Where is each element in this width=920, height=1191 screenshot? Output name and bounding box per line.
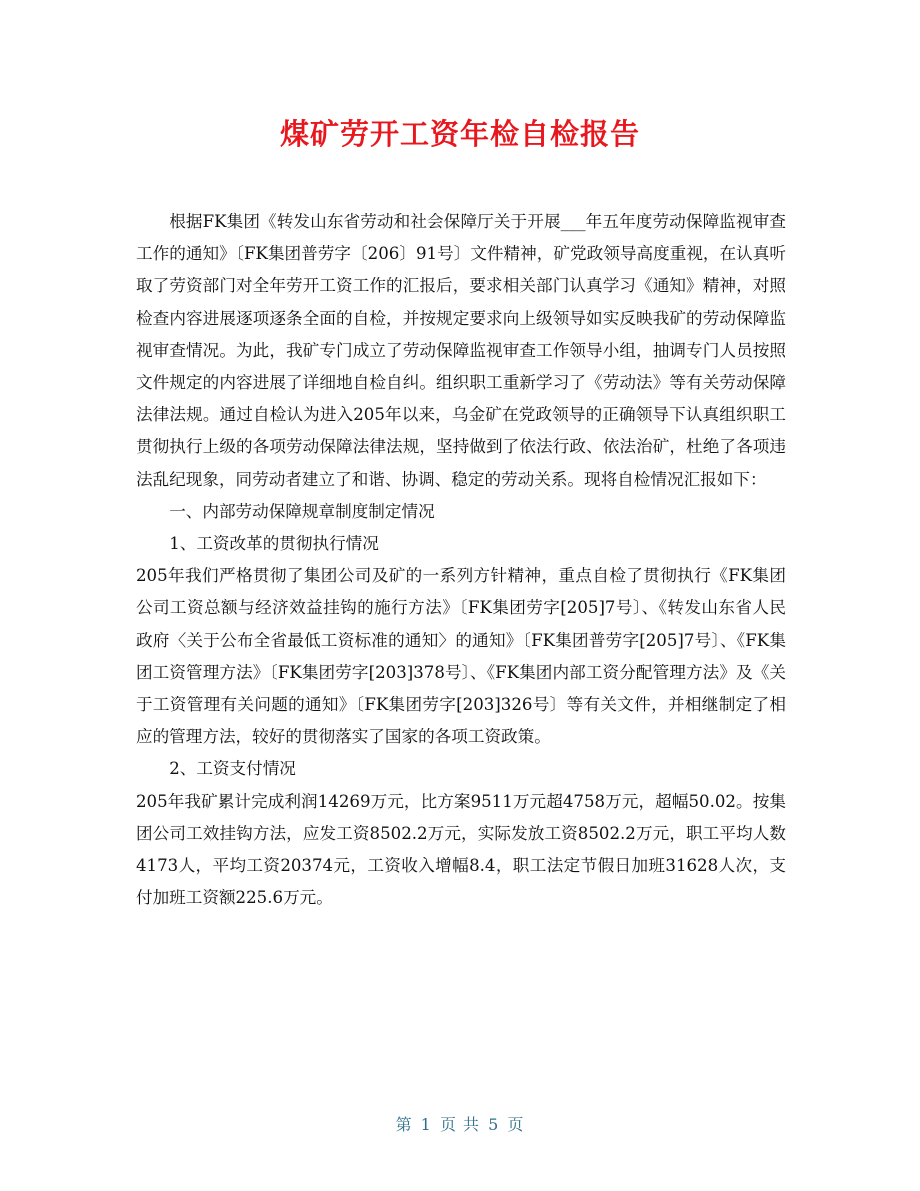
intro-paragraph: 根据FK集团《转发山东省劳动和社会保障厅关于开展___年五年度劳动保障监视审查工作的通知》〔FK集团普劳字〔206〕91号〕文件精神，矿党政领导高度重视，在认真听取了劳资部门对全年劳开工资工作的汇报后，要求相关部门认真学习《通知》精神，对照检查内容进展逐项逐条全面的自检，并按规定要求向上级领导如实反映我矿的劳动保障监视审查情况。为此，我矿专门成立了劳动保障监视审查工作领导小组，抽调专门人员按照文件规定的内容进展了详细地自检自纠。组织职工重新学习了《劳动法》等有关劳动保障法律法规。通过自检认为进入205年以来，乌金矿在党政领导的正确领导下认真组织职工贯彻执行上级的各项劳动保障法律法规，坚持做到了依法行政、依法治矿，杜绝了各项违法乱纪现象，同劳动者建立了和谐、协调、稳定的劳动关系。现将自检情况汇报如下： [136, 212, 786, 489]
wage-reform-paragraph: 205年我们严格贯彻了集团公司及矿的一系列方针精神，重点自检了贯彻执行《FK集团公司工资总额与经济效益挂钩的施行方法》〔FK集团劳字[205]7号〕、《转发山东省人民政府〈关于公布全省最低工资标准的通知〉的通知》〔FK集团普劳字[205]7号〕、《FK集团工资管理方法》〔FK集团劳字[203]378号〕、《FK集团内部工资分配管理方法》及《关于工资管理有关问题的通知》〔FK集团劳字[203]326号〕等有关文件，并相继制定了相应的管理方法，较好的贯彻落实了国家的各项工资政策。 [136, 566, 786, 747]
footer-total-pages: 5 [488, 1115, 500, 1134]
footer-prefix: 第 [395, 1115, 413, 1134]
footer-page-number: 1 [420, 1115, 432, 1134]
page-footer [0, 1112, 920, 1135]
footer-suffix: 页 [507, 1115, 525, 1134]
document-body [136, 206, 786, 914]
document-title: 煤矿劳开工资年检自检报告 [279, 117, 640, 151]
section-heading-1: 一、内部劳动保障规章制度制定情况 [169, 501, 435, 521]
wage-payment-paragraph: 205年我矿累计完成利润14269万元，比方案9511万元超4758万元，超幅50.02。按集团公司工效挂钩方法，应发工资8502.2万元，实际发放工资8502.2万元，职工平均人数4173人，平均工资20374元，工资收入增幅8.4，职工法定节假日加班31628人次，支付加班工资额225.6万元。 [136, 791, 786, 908]
footer-middle: 页 共 [439, 1115, 481, 1134]
subsection-heading-1: 1、工资改革的贯彻执行情况 [169, 534, 379, 554]
subsection-heading-2: 2、工资支付情况 [169, 759, 296, 779]
